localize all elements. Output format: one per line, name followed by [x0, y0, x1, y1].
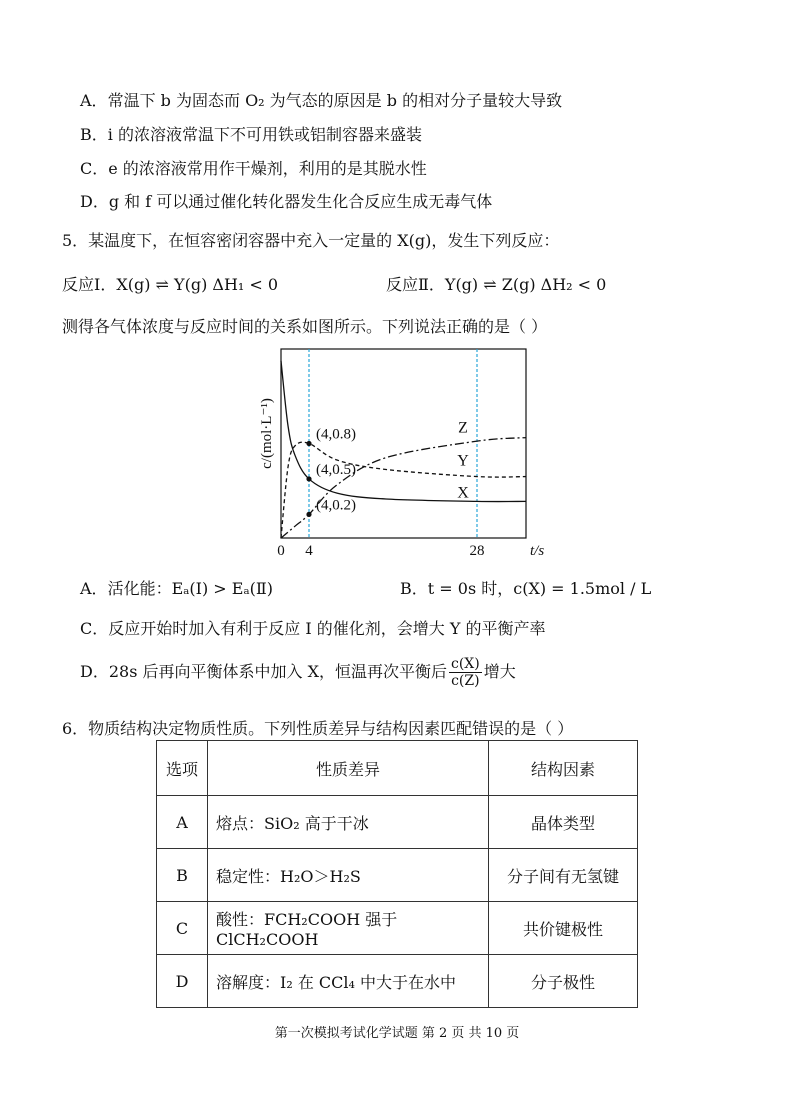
concentration-time-chart	[250, 342, 550, 562]
table-row: C 酸性：FCH₂COOH 强于 ClCH₂COOH 共价键极性	[157, 902, 638, 955]
data-point	[306, 476, 311, 481]
x-tick-label: 0	[277, 543, 285, 559]
q5-option-b: B．t = 0s 时，c(X) = 1.5mol / L	[400, 579, 652, 598]
series-line-z	[281, 438, 526, 538]
q5-stem: 5．某温度下，在恒容密闭容器中充入一定量的 X(g)，发生下列反应：	[62, 231, 560, 250]
x-tick-label: 28	[469, 543, 485, 559]
q4-option-b: B．i 的浓溶液常温下不可用铁或铝制容器来盛装	[80, 125, 422, 144]
data-point	[306, 512, 311, 517]
table-row: B 稳定性：H₂O＞H₂S 分子间有无氢键	[157, 849, 638, 902]
structure-property-table	[156, 740, 638, 1008]
q5-option-c: C．反应开始时加入有利于反应 I 的催化剂，会增大 Y 的平衡产率	[80, 619, 546, 638]
table-row: D 溶解度：I₂ 在 CCl₄ 中大于在水中 分子极性	[157, 955, 638, 1008]
series-label-y: Y	[457, 452, 469, 470]
header-factor: 结构因素	[489, 741, 638, 796]
point-annotation: (4,0.8)	[316, 426, 356, 443]
q4-option-c: C．e 的浓溶液常用作干燥剂，利用的是其脱水性	[80, 159, 427, 178]
x-axis-label: t/s	[530, 543, 545, 559]
q5-reaction-2: 反应Ⅱ．Y(g) ⇌ Z(g) ΔH₂ < 0	[386, 275, 607, 294]
point-annotation: (4,0.2)	[316, 497, 356, 514]
q4-option-a: A．常温下 b 为固态而 O₂ 为气态的原因是 b 的相对分子量较大导致	[80, 91, 563, 110]
data-point	[306, 441, 311, 446]
q5-option-d: D．28s 后再向平衡体系中加入 X，恒温再次平衡后 $\frac{c(X)}{c(Z)}$ 增大	[80, 656, 516, 689]
q5-question: 测得各气体浓度与反应时间的关系如图所示。下列说法正确的是（ ）	[62, 317, 548, 336]
ratio-fraction: $\frac{c(X)}{c(Z)}$	[450, 656, 480, 689]
x-tick-label: 4	[305, 543, 313, 559]
table-row: A 熔点：SiO₂ 高于干冰 晶体类型	[157, 796, 638, 849]
point-annotation: (4,0.5)	[316, 461, 356, 478]
q5-reaction-1: 反应Ⅰ．X(g) ⇌ Y(g) ΔH₁ < 0	[62, 275, 279, 294]
header-property: 性质差异	[208, 741, 489, 796]
series-label-z: Z	[458, 419, 468, 437]
series-line-y	[281, 442, 526, 538]
table-header-row	[157, 741, 638, 796]
q5-option-a: A．活化能：Eₐ(Ⅰ) > Eₐ(Ⅱ)	[80, 579, 274, 598]
page-footer: 第一次模拟考试化学试题 第 2 页 共 10 页	[274, 1026, 520, 1041]
series-label-x: X	[457, 484, 469, 502]
y-axis-label: c/(mol·L⁻¹)	[259, 398, 275, 469]
q6-stem: 6．物质结构决定物质性质。下列性质差异与结构因素匹配错误的是（ ）	[62, 719, 574, 738]
header-option: 选项	[157, 741, 208, 796]
q4-option-d: D．g 和 f 可以通过催化转化器发生化合反应生成无毒气体	[80, 192, 493, 211]
